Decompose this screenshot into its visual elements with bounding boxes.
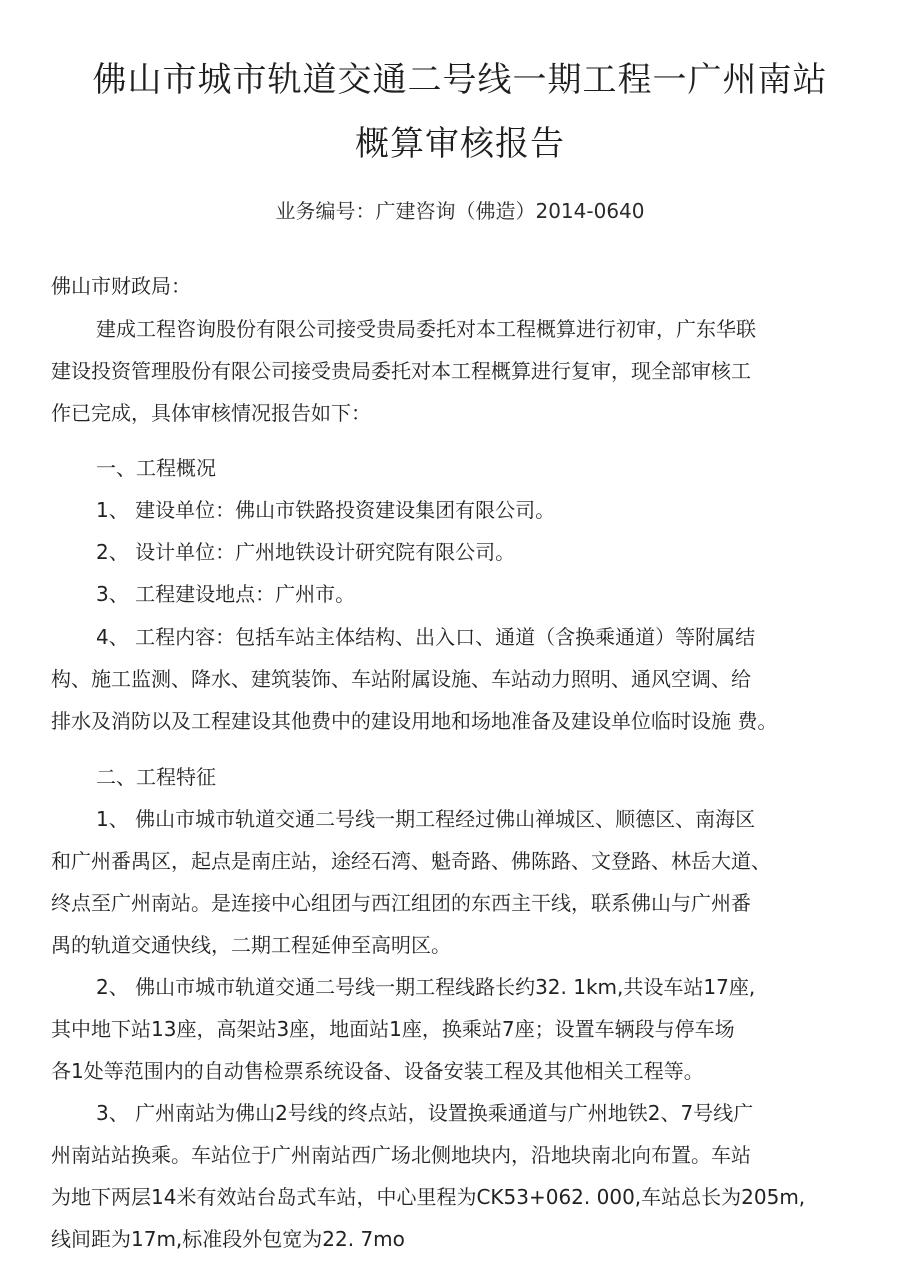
section-1-item-1: 1、 建设单位：佛山市铁路投资建设集团有限公司。 xyxy=(96,498,556,522)
section-1-item-2: 2、 设计单位：广州地铁设计研究院有限公司。 xyxy=(96,540,516,564)
document-number: 业务编号：广建咨询（佛造）2014-0640 xyxy=(275,199,645,223)
section-1-item-4-line: 构、施工监测、降水、建筑装饰、车站附属设施、车站动力照明、通风空调、给 xyxy=(51,667,751,691)
report-title-line-2: 概算审核报告 xyxy=(355,124,565,164)
intro-line: 作已完成，具体审核情况报告如下： xyxy=(51,401,371,425)
section-2-item-2-line: 2、 佛山市城市轨道交通二号线一期工程线路长约32. 1km,共设车站17座, xyxy=(96,975,756,999)
section-2-item-1-line: 1、 佛山市城市轨道交通二号线一期工程经过佛山禅城区、顺德区、南海区 xyxy=(96,807,756,831)
section-2-item-1-line: 和广州番禺区，起点是南庄站，途经石湾、魁奇路、佛陈路、文登路、林岳大道、 xyxy=(51,849,771,873)
section-1-item-4-line: 排水及消防以及工程建设其他费中的建设用地和场地准备及建设单位临时设施 费。 xyxy=(51,709,778,733)
section-2-item-3-line: 为地下两层14米有效站台岛式车站，中心里程为CK53+062. 000,车站总长为205m, xyxy=(51,1185,806,1209)
section-2-heading: 二、工程特征 xyxy=(96,765,216,789)
report-title-line-1: 佛山市城市轨道交通二号线一期工程一广州南站 xyxy=(92,60,828,100)
section-2-item-2-line: 其中地下站13座，高架站3座，地面站1座，换乘站7座；设置车辆段与停车场 xyxy=(51,1017,735,1041)
section-2-item-3-line: 州南站站换乘。车站位于广州南站西广场北侧地块内，沿地块南北向布置。车站 xyxy=(51,1143,751,1167)
section-2-item-3-line: 线间距为17m,标准段外包宽为22. 7mo xyxy=(51,1227,405,1251)
section-2-item-2-line: 各1处等范围内的自动售检票系统设备、设备安装工程及其他相关工程等。 xyxy=(51,1059,704,1083)
section-2-item-3-line: 3、 广州南站为佛山2号线的终点站，设置换乘通道与广州地铁2、7号线广 xyxy=(96,1101,754,1125)
intro-line: 建成工程咨询股份有限公司接受贵局委托对本工程概算进行初审，广东华联 xyxy=(96,317,756,341)
recipient-line: 佛山市财政局： xyxy=(51,274,191,298)
intro-line: 建设投资管理股份有限公司接受贵局委托对本工程概算进行复审，现全部审核工 xyxy=(51,359,751,383)
section-1-heading: 一、工程概况 xyxy=(96,456,216,480)
section-1-item-3: 3、 工程建设地点：广州市。 xyxy=(96,582,356,606)
section-1-item-4-line: 4、 工程内容：包括车站主体结构、出入口、通道（含换乘通道）等附属结 xyxy=(96,625,756,649)
section-2-item-1-line: 禺的轨道交通快线，二期工程延伸至高明区。 xyxy=(51,933,451,957)
section-2-item-1-line: 终点至广州南站。是连接中心组团与西江组团的东西主干线，联系佛山与广州番 xyxy=(51,891,751,915)
